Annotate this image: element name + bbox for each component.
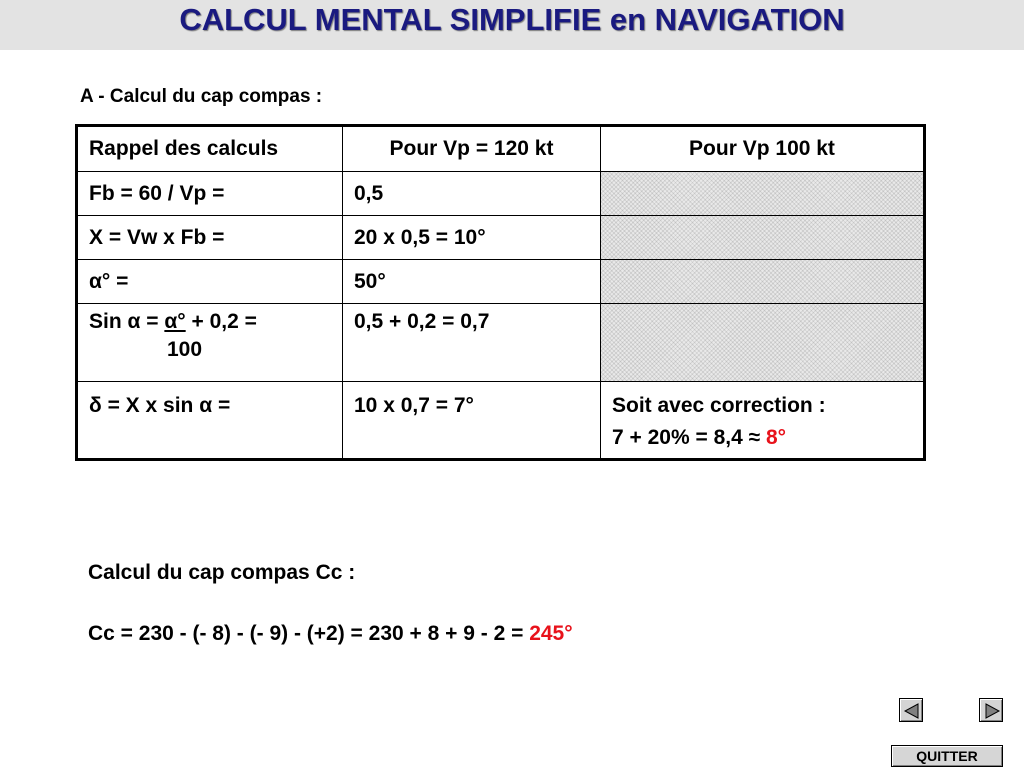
correction-result: 8° [765, 426, 787, 449]
cc-heading: Calcul du cap compas Cc : [88, 561, 356, 584]
cell-value-x: 20 x 0,5 = 10° [343, 216, 601, 260]
sin-label-alpha-numerator: α° [164, 310, 186, 333]
correction-line2: 7 + 20% = 8,4 ≈ [612, 426, 766, 449]
cell-label-alpha: α° = [77, 260, 343, 304]
cell-label-delta: δ = X x sin α = [77, 382, 343, 460]
cell-value-fb: 0,5 [343, 172, 601, 216]
next-button[interactable] [979, 698, 1003, 722]
cell-empty-fb-100 [601, 172, 925, 216]
header-vp100: Pour Vp 100 kt [601, 126, 925, 172]
cell-label-fb: Fb = 60 / Vp = [77, 172, 343, 216]
page-title: CALCUL MENTAL SIMPLIFIE en NAVIGATION [179, 2, 845, 37]
section-a-label: A - Calcul du cap compas : [80, 86, 323, 107]
correction-line1: Soit avec correction : [612, 394, 826, 417]
cc-formula-text: Cc = 230 - (- 8) - (- 9) - (+2) = 230 + 8 + 9 - 2 = [88, 622, 530, 645]
table-row [77, 304, 925, 382]
cell-empty-alpha-100 [601, 260, 925, 304]
cell-empty-sin-100 [601, 304, 925, 382]
sin-label-denominator: 100 [167, 338, 203, 361]
triangle-left-icon [900, 699, 924, 723]
table-row [77, 260, 925, 304]
sin-label-prefix: Sin α = [89, 310, 165, 333]
cell-value-alpha: 50° [343, 260, 601, 304]
cell-label-sin [77, 304, 343, 382]
table-row [77, 216, 925, 260]
header-vp120: Pour Vp = 120 kt [343, 126, 601, 172]
table-row [77, 172, 925, 216]
sin-label-suffix: + 0,2 = [185, 310, 257, 333]
header-rappel: Rappel des calculs [77, 126, 343, 172]
calc-table [75, 124, 926, 461]
quit-button[interactable]: QUITTER [891, 745, 1003, 767]
table-header-row [77, 126, 925, 172]
previous-button[interactable] [899, 698, 923, 722]
triangle-right-icon [980, 699, 1004, 723]
cell-empty-x-100 [601, 216, 925, 260]
cell-value-delta-100 [601, 382, 925, 460]
cell-value-sin: 0,5 + 0,2 = 0,7 [343, 304, 601, 382]
cell-value-delta: 10 x 0,7 = 7° [343, 382, 601, 460]
cc-result: 245° [529, 622, 573, 645]
title-bar [0, 0, 1024, 50]
cell-label-x: X = Vw x Fb = [77, 216, 343, 260]
table-row [77, 382, 925, 460]
cc-formula [88, 622, 573, 646]
